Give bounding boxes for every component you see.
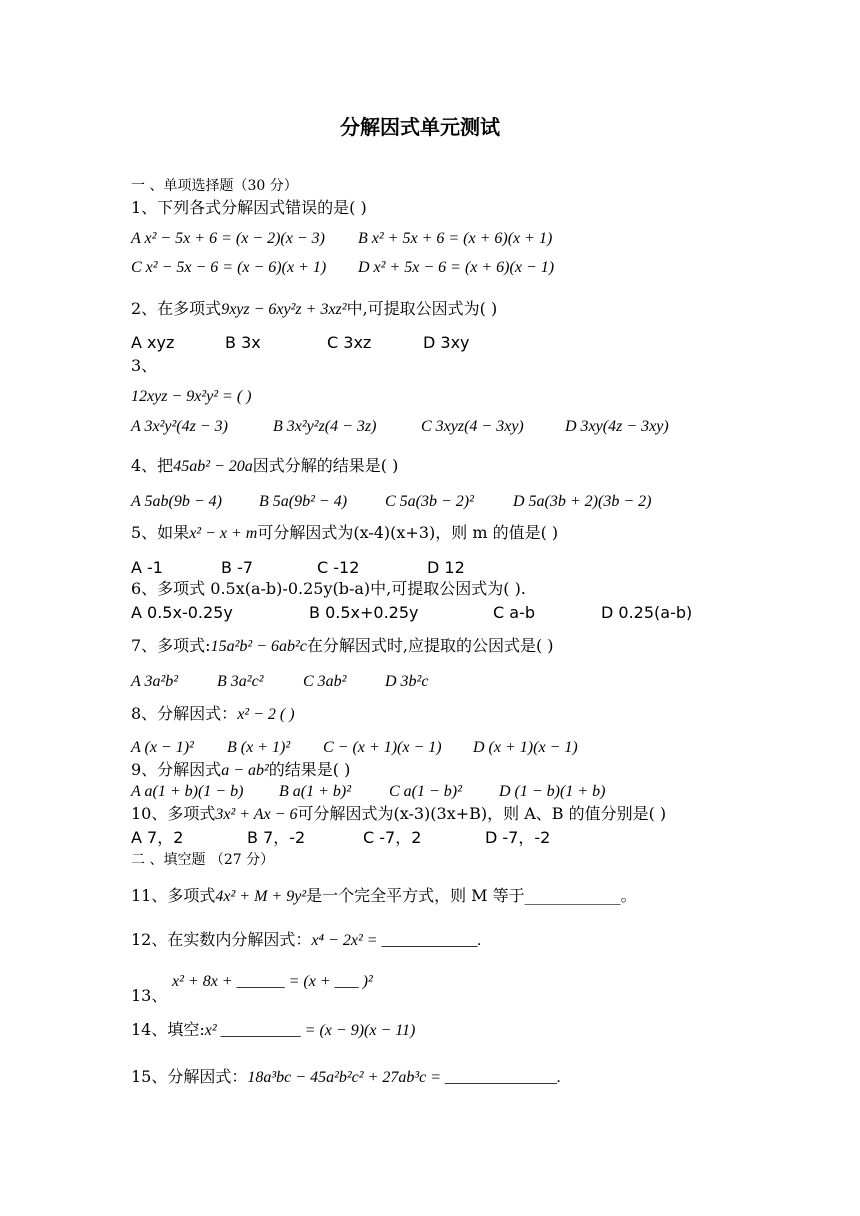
question-10-option-c: C -7，2 xyxy=(363,828,422,847)
question-8-stem xyxy=(131,704,295,725)
question-9-expression: a − ab² xyxy=(221,762,269,779)
question-5-option-b: B -7 xyxy=(221,558,254,577)
question-14-stem xyxy=(131,1020,415,1041)
question-4-option-d: D 5a(3b + 2)(3b − 2) xyxy=(513,493,652,510)
question-4-stem xyxy=(131,456,398,477)
question-10-option-d: D -7，-2 xyxy=(485,828,551,847)
question-8-expression: x² − 2 ( ) xyxy=(237,706,295,723)
question-9-prefix: 9、分解因式 xyxy=(131,760,222,779)
question-6-option-d: D 0.25(a-b) xyxy=(601,603,693,622)
question-10-expression: 3x² + Ax − 6 xyxy=(215,806,298,823)
question-5-prefix: 5、如果 xyxy=(131,523,190,542)
question-13-number: 13、 xyxy=(131,986,168,1005)
question-15-stem xyxy=(131,1067,561,1088)
question-10-option-b: B 7，-2 xyxy=(247,828,306,847)
question-7-option-b: B 3a²c² xyxy=(217,673,264,690)
question-2-expression: 9xyz − 6xy²z + 3xz² xyxy=(221,301,347,318)
question-6-option-a: A 0.5x-0.25y xyxy=(131,603,233,622)
question-6-option-c: C a-b xyxy=(493,603,535,622)
question-11-suffix: 是一个完全平方式，则 M 等于____________。 xyxy=(306,886,637,905)
question-11-stem xyxy=(131,886,637,907)
question-7-option-d: D 3b²c xyxy=(385,673,429,690)
question-7-options xyxy=(131,672,428,692)
question-5-options xyxy=(131,558,465,578)
question-2-option-d: D 3xy xyxy=(423,333,470,352)
page-title: 分解因式单元测试 xyxy=(340,115,500,139)
question-7-option-a: A 3a²b² xyxy=(131,673,179,690)
question-8-option-a: A (x − 1)² xyxy=(131,739,194,756)
question-7-expression: 15a²b² − 6ab²c xyxy=(210,638,307,655)
question-4-option-b: B 5a(9b² − 4) xyxy=(259,493,348,510)
question-9-options xyxy=(131,782,605,802)
question-3-number: 3、 xyxy=(131,356,158,375)
question-10-options xyxy=(131,828,550,848)
question-15-prefix: 15、分解因式： xyxy=(131,1067,248,1086)
question-6-option-b: B 0.5x+0.25y xyxy=(309,603,419,622)
question-3-option-b: B 3x²y²z(4 − 3z) xyxy=(273,418,377,435)
question-4-suffix: 因式分解的结果是( ) xyxy=(252,456,399,475)
question-3-stem: 12xyz − 9x²y² = ( ) xyxy=(131,388,252,405)
question-1-option-d: D x² + 5x − 6 = (x + 6)(x − 1) xyxy=(358,259,555,276)
question-10-prefix: 10、多项式 xyxy=(131,804,216,823)
question-8-options xyxy=(131,738,578,758)
question-5-option-d: D 12 xyxy=(427,558,465,577)
question-8-prefix: 8、分解因式： xyxy=(131,704,238,723)
question-4-prefix: 4、把 xyxy=(131,456,174,475)
question-1-stem: 1、下列各式分解因式错误的是( ) xyxy=(131,198,367,217)
section-heading-fill-in: 二 、填空题 （27 分） xyxy=(131,852,275,868)
question-2-option-a: A xyz xyxy=(131,333,175,352)
question-9-option-d: D (1 − b)(1 + b) xyxy=(499,783,606,800)
question-7-stem xyxy=(131,636,554,657)
question-8-option-c: C − (x + 1)(x − 1) xyxy=(323,739,442,756)
question-2-prefix: 2、在多项式 xyxy=(131,299,222,318)
question-4-option-a: A 5ab(9b − 4) xyxy=(131,493,222,510)
question-8-option-b: B (x + 1)² xyxy=(227,739,291,756)
question-9-option-a: A a(1 + b)(1 − b) xyxy=(131,783,244,800)
question-2-suffix: 中,可提取公因式为( ) xyxy=(346,299,498,318)
question-1-option-b: B x² + 5x + 6 = (x + 6)(x + 1) xyxy=(358,230,553,247)
question-7-option-c: C 3ab² xyxy=(303,673,347,690)
question-9-suffix: 的结果是( ) xyxy=(268,760,351,779)
question-6-options xyxy=(131,603,692,623)
question-10-option-a: A 7，2 xyxy=(131,828,184,847)
question-5-suffix: 可分解因式为(x-4)(x+3)，则 m 的值是( ) xyxy=(257,523,559,542)
question-12-expression: x⁴ − 2x² = ____________. xyxy=(311,932,482,949)
question-2-options xyxy=(131,333,470,353)
question-12-stem xyxy=(131,930,482,951)
question-3-options xyxy=(131,417,669,437)
question-5-option-c: C -12 xyxy=(317,558,360,577)
question-2-stem xyxy=(131,299,497,320)
question-3-option-d: D 3xy(4z − 3xy) xyxy=(565,418,669,435)
question-12-prefix: 12、在实数内分解因式： xyxy=(131,930,312,949)
question-10-stem xyxy=(131,804,666,825)
question-11-prefix: 11、多项式 xyxy=(131,886,216,905)
question-2-option-b: B 3x xyxy=(225,333,261,352)
question-4-options xyxy=(131,492,651,512)
question-3-option-c: C 3xyz(4 − 3xy) xyxy=(421,418,524,435)
question-3-option-a: A 3x²y²(4z − 3) xyxy=(131,418,228,435)
question-4-expression: 45ab² − 20a xyxy=(173,458,253,475)
question-9-option-c: C a(1 − b)² xyxy=(389,783,462,800)
question-7-prefix: 7、多项式: xyxy=(131,636,211,655)
question-5-stem xyxy=(131,523,558,544)
question-13-expression: x² + 8x + ______ = (x + ___ )² xyxy=(172,973,373,990)
question-6-stem: 6、多项式 0.5x(a-b)-0.25y(b-a)中,可提取公因式为( ). xyxy=(131,579,526,598)
section-heading-single-choice: 一 、单项选择题（30 分） xyxy=(131,178,298,194)
question-9-option-b: B a(1 + b)² xyxy=(279,783,352,800)
question-1-option-a: A x² − 5x + 6 = (x − 2)(x − 3) xyxy=(131,230,325,247)
question-8-option-d: D (x + 1)(x − 1) xyxy=(473,739,578,756)
question-5-expression: x² − x + m xyxy=(189,525,258,542)
question-10-suffix: 可分解因式为(x-3)(3x+B)，则 A、B 的值分别是( ) xyxy=(297,804,667,823)
question-14-expression: x² __________ = (x − 9)(x − 11) xyxy=(204,1022,416,1039)
question-7-suffix: 在分解因式时,应提取的公因式是( ) xyxy=(306,636,554,655)
question-2-option-c: C 3xz xyxy=(327,333,372,352)
question-15-expression: 18a³bc − 45a²b²c² + 27ab³c = ______________. xyxy=(247,1069,562,1086)
question-14-prefix: 14、填空: xyxy=(131,1020,205,1039)
question-11-expression: 4x² + M + 9y² xyxy=(215,888,307,905)
question-9-stem xyxy=(131,760,350,781)
question-4-option-c: C 5a(3b − 2)² xyxy=(385,493,474,510)
question-5-option-a: A -1 xyxy=(131,558,163,577)
question-1-option-c: C x² − 5x − 6 = (x − 6)(x + 1) xyxy=(131,259,327,276)
